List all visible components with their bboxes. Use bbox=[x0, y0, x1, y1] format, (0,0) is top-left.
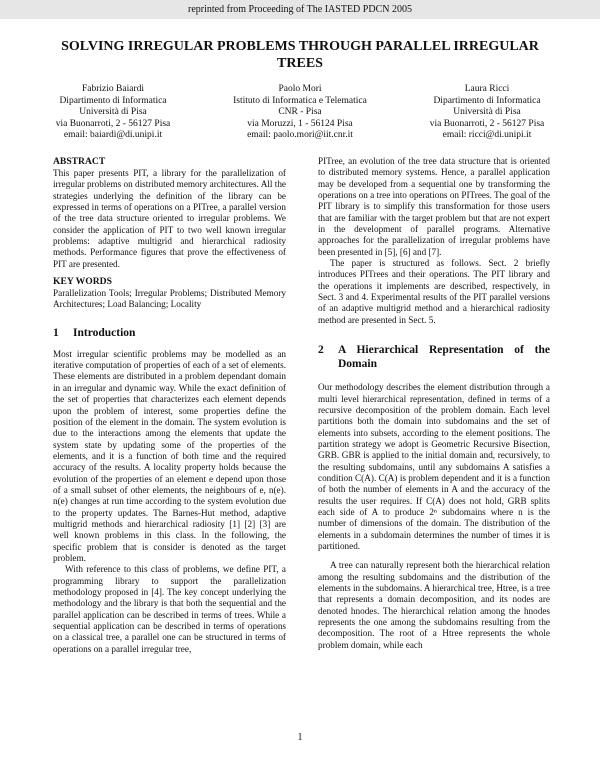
proceedings-banner bbox=[0, 0, 600, 19]
author-address: via Buonarroti, 2 - 56127 Pisa bbox=[55, 118, 171, 129]
author-org: Università di Pisa bbox=[79, 107, 147, 117]
keywords-text: Parallelization Tools; Irregular Problems; Distributed Memory Architectures; Load Balancing; Locality bbox=[53, 288, 286, 310]
intro-continuation-paragraph: PITree, an evolution of the tree data structure that is oriented to distributed memory systems. Hence, a parallel application may be developed from a sequential one by transforming the operations on a tree into operations on PITrees. The goal of the PIT library is to simplify this transformation for those users that are familiar with the target problem but that are not expert in the development of parallel programs. Alternative approaches for the parallelization of irregular problems have been presented in [5], [6] and [7]. bbox=[318, 156, 550, 257]
author-dept: Istituto di Informatica e Telematica bbox=[233, 95, 367, 106]
section-1-heading bbox=[53, 326, 286, 340]
author-address: via Moruzzi, 1 - 56124 Pisa bbox=[247, 118, 353, 129]
section-1-title: Introduction bbox=[73, 326, 136, 339]
section-2-paragraph-2: A tree can naturally represent both the hierarchical relation among the resulting subdomains and the distribution of the elements in the subdomains. A hierarchical tree, Htree, is a tree that represents a domain decomposition, and its nodes are denoted hnodes. The hierarchical relation among the hnodes represents the one among the subdomains resulting from the decomposition. The root of a Htree represents the whole problem domain, while each bbox=[318, 560, 550, 650]
author-block bbox=[20, 84, 580, 142]
author-name: Paolo Mori bbox=[278, 84, 322, 94]
author-org: CNR - Pisa bbox=[278, 107, 322, 117]
author-dept: Dipartimento di Informatica bbox=[59, 95, 167, 106]
abstract-text: This paper presents PIT, a library for the parallelization of irregular problems on distributed memory architectures. All the strategies underlying the definition of the library can be expressed in terms of operations on a PITree, a parallel version of the tree data structure oriented to irregular problems. We consider the application of PIT to two well known irregular problems: adaptive multigrid and hierarchical radiosity methods. Performance figures that prove the effectiveness of PIT are presented. bbox=[53, 168, 286, 269]
left-column bbox=[53, 156, 286, 655]
section-1-paragraph-1: Most irregular scientific problems may be modelled as an iterative computation of properties of each of a set of elements. These elements are distributed in a problem dependant domain in an irregular and dynamic way. While the exact definition of the set of properties that characterizes each element depends upon the problem of interest, some properties define the position of the element in the domain. The system evolution is due to the interactions among the elements that update the system state by updating some of the properties of the elements, and it is a function of both time and the required accuracy of the results. A locality property holds because the evolution of the properties of an element e depend upon those of a small subset of other elements, the neighbours of e, n(e). n(e) changes at run time according to the system evolution due to the property updates. The Barnes-Hut method, adaptive multigrid methods and hierarchical radiosity [1] [2] [3] are well known problems in this class. In the following, the specific problem that is consider is denoted as the target problem. bbox=[53, 348, 286, 563]
paper-title: SOLVING IRREGULAR PROBLEMS THROUGH PARALLEL IRREGULAR TREES bbox=[61, 39, 539, 71]
right-column bbox=[318, 156, 550, 651]
paper-structure-paragraph: The paper is structured as follows. Sect. 2 briefly introduces PITrees and their operations. The PIT library and the operations it implements are described, respectively, in Sect. 3 and 4. Experimental results of the PIT parallel versions of an adaptive multigrid method and a hierarchical radiosity method are presented in Sect. 5. bbox=[318, 258, 550, 325]
proceedings-banner-text: reprinted from Proceeding of The IASTED PDCN 2005 bbox=[188, 4, 412, 15]
section-2-title: A Hierarchical Representation of the Domain bbox=[338, 344, 550, 371]
author-address: via Buonarroti, 2 - 56127 Pisa bbox=[429, 118, 545, 129]
section-2-heading bbox=[318, 343, 550, 371]
author-2 bbox=[207, 84, 393, 142]
author-3 bbox=[394, 84, 580, 142]
section-1-paragraph-2: With reference to this class of problems, we define PIT, a programming library to support the parallelization methodology proposed in [4]. The key concept underlying the methodology and the library is that both the sequential and the parallel application can be described in terms of trees. While a sequential application can be described in terms of operations on a classical tree, a parallel one can be structured in terms of operations on a parallel irregular tree, bbox=[53, 564, 286, 654]
section-2-number: 2 bbox=[318, 344, 324, 357]
author-dept: Dipartimento di Informatica bbox=[433, 95, 541, 106]
author-1 bbox=[20, 84, 206, 142]
section-1-number: 1 bbox=[53, 326, 59, 339]
section-2-paragraph-1: Our methodology describes the element distribution through a multi level hierarchical representation, defined in terms of a recursive decomposition of the problem domain. Each level partitions both the domain into subdomains and the set of elements into subsets, according to the element positions. The partition strategy we adopt is Geometric Recursive Bisection, GRB. GBR is applied to the initial domain and, recursively, to the resulting subdomains, until any subdomains A satisfies a condition C(A). C(A) is problem dependent and it is a function of both the number of elements in A and the accuracy of the results the user requires. If C(A) does not hold, GRB splits each side of A to produce 2ⁿ subdomains where n is the number of dimensions of the domain. The distribution of the elements in a subdomain determines the number of times it is partitioned. bbox=[318, 382, 550, 551]
author-name: Fabrizio Baiardi bbox=[82, 84, 144, 94]
author-email: email: paolo.mori@iit.cnr.it bbox=[247, 130, 353, 140]
author-org: Università di Pisa bbox=[453, 107, 521, 117]
keywords-heading: KEY WORDS bbox=[53, 276, 112, 288]
author-email: email: ricci@di.unipi.it bbox=[442, 130, 532, 140]
author-name: Laura Ricci bbox=[464, 84, 510, 94]
abstract-heading: ABSTRACT bbox=[53, 156, 106, 167]
page-number: 1 bbox=[297, 732, 303, 743]
author-email: email: baiardi@di.unipi.it bbox=[63, 130, 163, 140]
